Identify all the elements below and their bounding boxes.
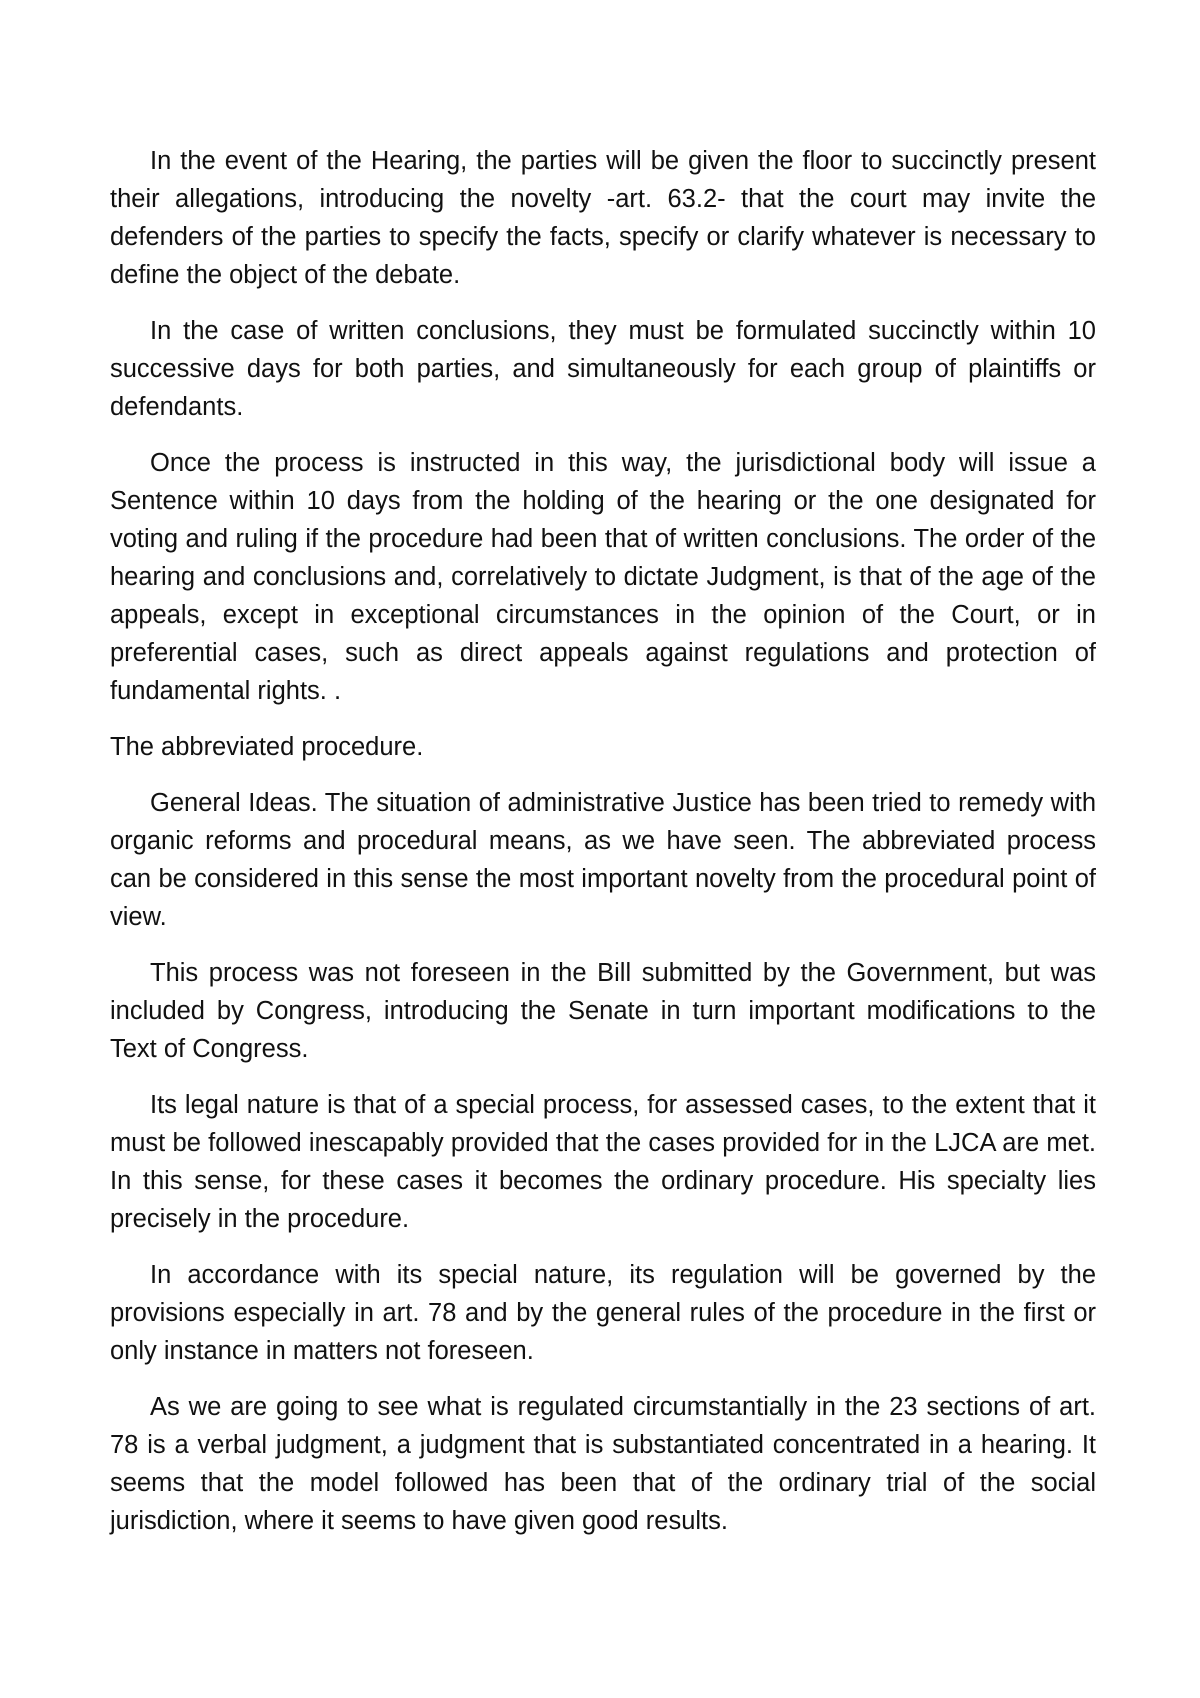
paragraph-written-conclusions: In the case of written conclusions, they must be formulated succinctly within 10 successive days for both parties, and simultaneously for each group of plaintiffs or defendants. (110, 317, 1096, 421)
paragraph-bill-origin: This process was not foreseen in the Bill submitted by the Government, but was included by Congress, introducing the Senate in turn important modifications to the Text of Congress. (110, 959, 1096, 1063)
paragraph-sentence: Once the process is instructed in this way, the jurisdictional body will issue a Sentence within 10 days from the holding of the hearing or the one designated for voting and ruling if the procedure had been that of written conclusions. The order of the hearing and conclusions and, correlatively to dictate Judgment, is that of the age of the appeals, except in exceptional circumstances in the opinion of the Court, or in preferential cases, such as direct appeals against regulations and protection of fundamental rights. . (110, 449, 1096, 705)
paragraph-legal-nature: Its legal nature is that of a special process, for assessed cases, to the extent that it must be followed inescapably provided that the cases provided for in the LJCA are met. In this sense, for these cases it becomes the ordinary procedure. His specialty lies precisely in the procedure. (110, 1091, 1096, 1233)
paragraph-regulation: In accordance with its special nature, its regulation will be governed by the provisions especially in art. 78 and by the general rules of the procedure in the first or only instance in matters not foreseen. (110, 1261, 1096, 1365)
paragraph-hearing: In the event of the Hearing, the parties will be given the floor to succinctly present their allegations, introducing the novelty -art. 63.2- that the court may invite the defenders of the parties to specify the facts, specify or clarify whatever is necessary to define the object of the debate. (110, 147, 1096, 289)
paragraph-verbal-judgment: As we are going to see what is regulated circumstantially in the 23 sections of art. 78 is a verbal judgment, a judgment that is substantiated concentrated in a hearing. It seems that the model followed has been that of the ordinary trial of the social jurisdiction, where it seems to have given good results. (110, 1393, 1096, 1535)
section-heading-abbreviated-procedure: The abbreviated procedure. (110, 733, 424, 761)
paragraph-general-ideas: General Ideas. The situation of administrative Justice has been tried to remedy with organic reforms and procedural means, as we have seen. The abbreviated process can be considered in this sense the most important novelty from the procedural point of view. (110, 789, 1096, 931)
